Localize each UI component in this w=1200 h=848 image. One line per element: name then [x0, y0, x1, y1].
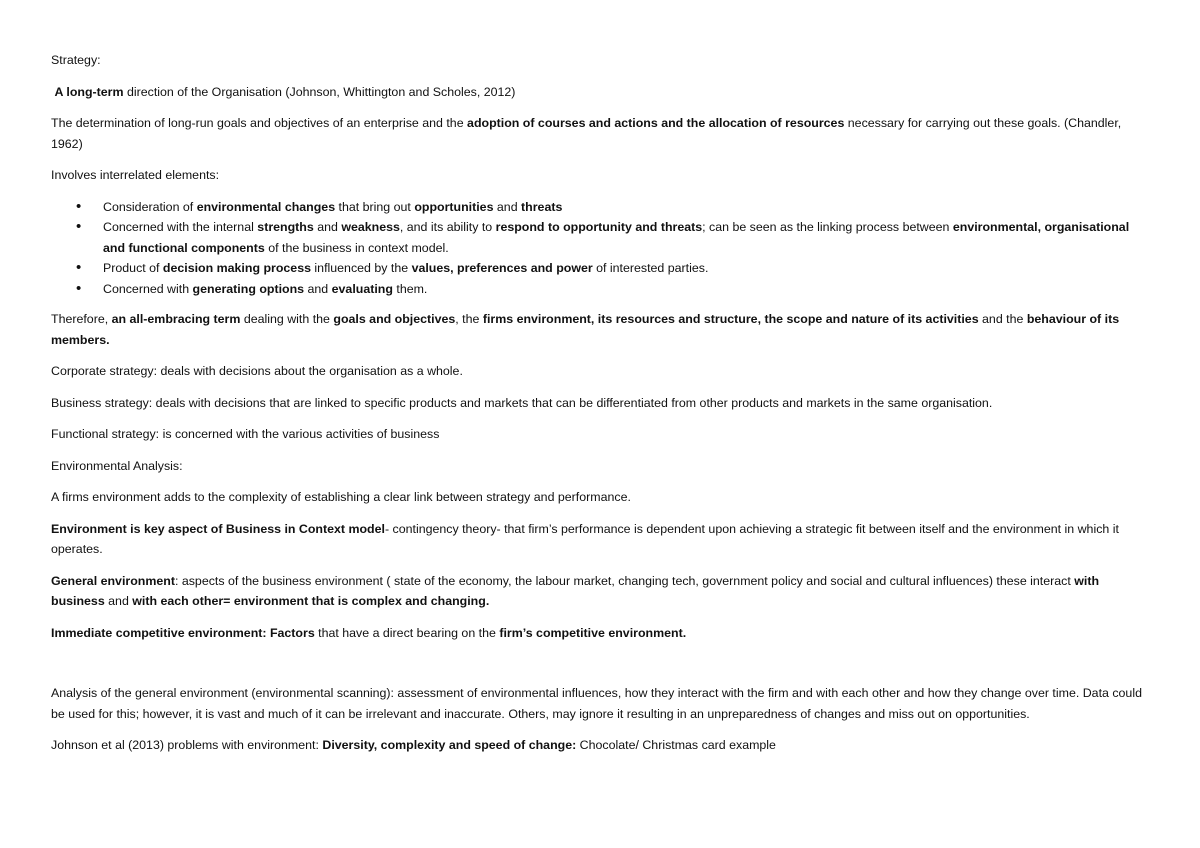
therefore-paragraph	[51, 309, 1151, 350]
environment-intro: A firms environment adds to the complexity of establishing a clear link between strategy and performance.	[51, 490, 631, 504]
definition-chandler	[51, 113, 1151, 154]
text-run: of interested parties.	[592, 261, 709, 275]
bold-phrase: decision making process	[162, 261, 311, 275]
text-run: dealing with the	[240, 312, 334, 326]
text-run: Consideration of	[103, 199, 197, 214]
bold-phrase: weakness	[341, 220, 400, 234]
strategy-heading: Strategy:	[51, 53, 101, 67]
list-item	[103, 217, 1151, 258]
bold-phrase: respond to opportunity and threats	[495, 220, 703, 234]
corporate-strategy: Corporate strategy: deals with decisions about the organisation as a whole.	[51, 364, 463, 378]
bold-phrase: environmental changes	[196, 199, 336, 214]
text-run: Johnson et al (2013) problems with environment:	[51, 738, 323, 752]
text-run: and	[493, 199, 522, 214]
document-body	[51, 50, 1151, 767]
text-run: : aspects of the business environment ( state of the economy, the labour market, changing tech, government policy and social and cultural influences) these interact	[174, 573, 1075, 588]
bold-phrase: opportunities	[414, 199, 494, 214]
text-run: and the	[978, 312, 1027, 326]
environmental-analysis-heading: Environmental Analysis:	[51, 458, 183, 473]
bold-phrase: goals and objectives	[333, 312, 456, 326]
text-run: them.	[392, 281, 428, 296]
bold-phrase: A long-term	[54, 84, 124, 99]
business-strategy: Business strategy: deals with decisions that are linked to specific products and markets that can be differentiated from other products and markets in the same organisation.	[51, 395, 993, 410]
text-run: and	[104, 594, 133, 608]
text-run: Product of	[103, 261, 163, 275]
environment-key-paragraph	[51, 519, 1151, 560]
blank-line	[51, 654, 1151, 683]
text-run: necessary for carrying out these goals. (Chandler, 1962)	[51, 116, 1122, 151]
text-run: and	[304, 281, 332, 296]
list-item	[103, 258, 1151, 279]
bold-phrase: generating options	[192, 281, 305, 296]
text-run: Concerned with the internal	[103, 220, 258, 234]
bold-phrase: Immediate competitive environment: Factors	[51, 625, 315, 640]
bold-phrase: firm’s competitive environment.	[499, 625, 687, 640]
elements-list	[51, 197, 1151, 300]
bold-phrase: adoption of courses and actions and the allocation of resources	[467, 116, 845, 130]
general-environment-paragraph	[51, 571, 1151, 612]
bold-phrase: Diversity, complexity and speed of change:	[322, 738, 577, 752]
text-run: direction of the Organisation (Johnson, Whittington and Scholes, 2012)	[123, 84, 516, 99]
text-run: of the business in context model.	[264, 240, 449, 255]
text-run: , and its ability to	[399, 220, 496, 234]
bold-phrase: General environment	[51, 573, 175, 588]
text-run: Concerned with	[103, 281, 193, 296]
bold-phrase: evaluating	[331, 281, 393, 296]
definition-johnson	[51, 82, 1151, 103]
bold-phrase: an all-embracing term	[111, 312, 241, 326]
text-run: Therefore,	[51, 312, 112, 326]
text-run: ; can be seen as the linking process between	[702, 220, 953, 234]
list-item	[103, 279, 1151, 300]
bold-phrase: with each other= environment that is complex and changing.	[132, 594, 490, 608]
text-run: The determination of long-run goals and objectives of an enterprise and the	[51, 116, 468, 130]
bold-phrase: strengths	[257, 220, 314, 234]
text-run: that bring out	[335, 199, 415, 214]
analysis-paragraph: Analysis of the general environment (environmental scanning): assessment of environmental influences, how they interact with the firm and with each other and how they change over time. Data could be used for this; however, it is vast and much of it can be irrelevant and inaccurate. Others, may ignore it resulting in an unpreparedness of changes and miss out on opportunities.	[51, 686, 1142, 721]
johnson-paragraph	[51, 735, 1151, 756]
bold-phrase: behaviour of its members	[51, 312, 1120, 347]
functional-strategy: Functional strategy: is concerned with the various activities of business	[51, 427, 440, 441]
list-item	[103, 197, 1151, 218]
involves-heading: Involves interrelated elements:	[51, 168, 220, 182]
text-run: Chocolate/ Christmas card example	[576, 738, 776, 752]
bold-phrase: with business	[51, 573, 1100, 608]
text-run: .	[106, 332, 110, 347]
bold-phrase: Environment is key aspect of Business in Context model	[51, 521, 385, 536]
bold-phrase: environmental, organisational and functional components	[103, 220, 1130, 255]
text-run: , the	[455, 312, 483, 326]
bold-phrase: values, preferences and power	[411, 261, 593, 275]
text-run: influenced by the	[310, 261, 412, 275]
bold-phrase: firms environment, its resources and structure, the scope and nature of its activities	[482, 312, 979, 326]
immediate-environment-paragraph	[51, 623, 1151, 644]
text-run: and	[313, 220, 342, 234]
text-run: that have a direct bearing on the	[314, 625, 500, 640]
text-run: - contingency theory- that firm’s performance is dependent upon achieving a strategic fit between itself and the environment in which it operates.	[51, 521, 1119, 556]
bold-phrase: threats	[521, 199, 563, 214]
